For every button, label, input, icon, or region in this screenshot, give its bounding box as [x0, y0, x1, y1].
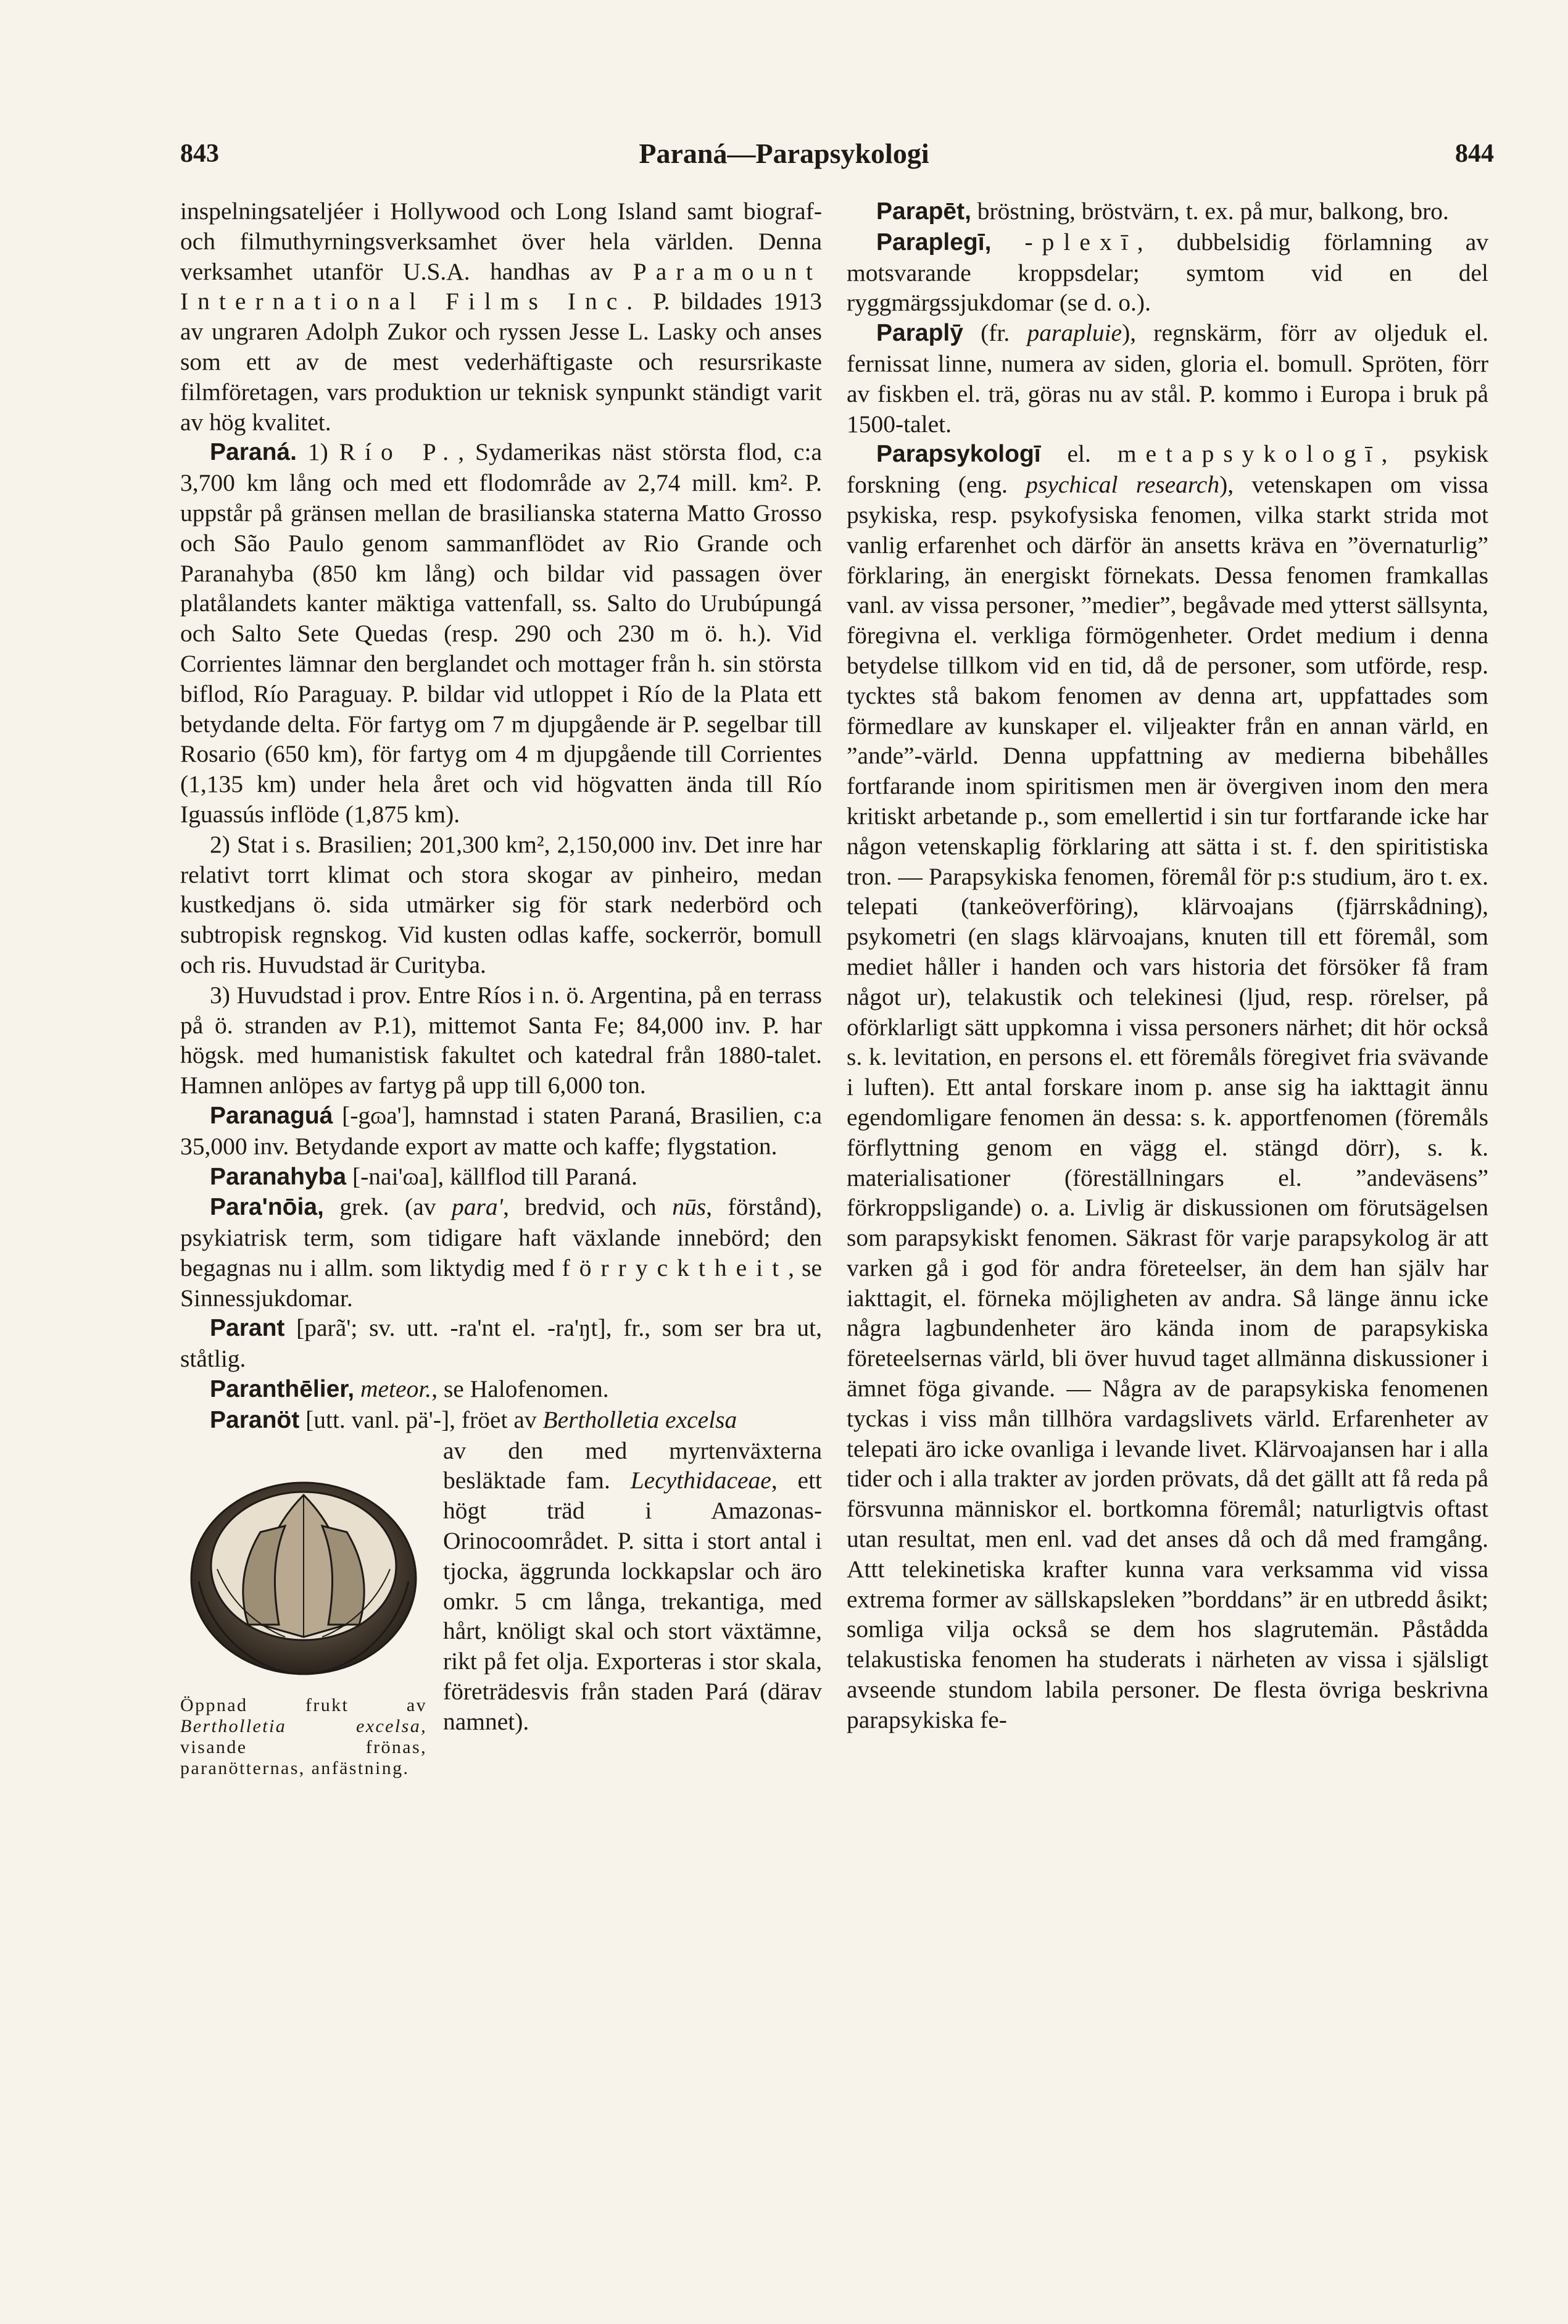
entry-paranthelier: Paranthēlier, meteor., se Halofenomen.	[210, 1375, 609, 1403]
entry-paraplegi: Paraplegī, -plexī, dubbelsidig förlamning av motsvarande kroppsdelar; symtom vid en del ryggmärgssjukdomar (se d. o.).	[847, 228, 1488, 317]
entry-parana-3: 3) Huvudstad i prov. Entre Ríos i n. ö. Argentina, på en terrass på ö. stranden av P.1), mittemot Santa Fe; 84,000 inv. P. har högsk. med humanistisk fakultet och katedral från 1880-talet. Hamnen anlöpes av fartyg på upp till 6,000 ton.	[180, 981, 822, 1099]
headword: Paranaguá	[210, 1102, 333, 1129]
figure-caption: Öppnad frukt av Bertholletia excelsa, visande frönas, paranötternas, anfästning.	[180, 1694, 427, 1778]
headword: Paraná.	[210, 439, 297, 466]
headword: Paranthēlier,	[210, 1376, 355, 1403]
entry-paranot-headline: Paranöt [utt. vanl. pä'-], fröet av Bertholletia excelsa	[210, 1406, 737, 1433]
headword: Paraplȳ	[876, 320, 963, 347]
entry-parapsykologi: Parapsykologī el. metapsykologī, psykisk forskning (eng. psychical research), vetenskapen om vissa psykiska, resp. psykofysiska fenomen, vilka starkt strida mot vanlig erfarenhet och därför än ansetts kräva en ”övernaturlig” förklaring, än energiskt förnekats. Dessa fenomen framkallas vanl. av vissa personer, ”medier”, begåvade med ytterst sällsynta, föregivna el. verkliga förmögenheter. Ordet medium i denna betydelse tillkom vid en tid, då de personer, som utförde, resp. tycktes stå bakom fenomen av denna art, uppfattades som förmedlare av kunskaper el. viljeakter från en annan värld, en ”ande”-värld. Denna uppfattning av medierna bibehålles fortfarande inom spiritismen men är övergiven inom den mera kritiskt arbetande p., som emellertid i sin tur fortfarande icke har någon vetenskaplig förklaring att sätta i st. f. den spiritistiska tron. — Parapsykiska fenomen, föremål för p:s studium, äro t. ex. telepati (tankeöverföring), klärvoajans (fjärrskådning), psykometri (en slags klärvoajans, knuten till ett föremål, som mediet håller i handen och vars historia det försöker få fram något ur), telakustik och telekinesi (ljud, resp. rörelser, på oförklarligt sätt uppkomna i vissa personers närhet; dit hör också s. k. levitation, en persons el. ett föremåls föregivet fria svävande i luften). Ett antal forskare inom p. anse sig ha iakttagit ännu egendomligare fenomen än dessa: s. k. apportfenomen (föremåls förflyttning genom en vägg el. stängd dörr), s. k. materialisationer (föreställningars el. ”andeväsens” förkroppsligande) o. a. Livlig är diskussionen om förutsägelsen som parapsykiskt fenomen. Säkrast för varje parapsykolog är att varken gå i god för andra företeelser, än dem han själv har iakttagit, el. förneka möjligheten av andra. Så länge ännu icke några lagbundenheter äro kända inom de parapsykiska företeelsernas värld, bli över huvud taget allmänna diskussioner i ämnet föga givande. — Några av de parapsykiska fenomenen tyckas i viss mån tillhöra vardagslivets värld. Erfarenheter av telepati äro icke ovanliga i levande livet. Klärvoajansen har i alla tider och i alla trakter av jorden prövats, då det gällt att få reda på försvunna människor el. bortkomna föremål; naturligtvis oftast utan resultat, men enl. vad det anses då och då med framgång. Attt telekinetiska krafter kunna vara verksamma vid vissa extrema former av sällskapsleken ”borddans” är en utbredd åsikt; somliga vilja också se dem hos slagrutemän. Påstådda telakustiska fenomen ha studerats i närheten av vissa i själsligt avseende stundom labila personer. De flesta övriga beskrivna parapsykiska fe-	[847, 440, 1489, 1733]
entry-paranagua: Paranaguá [-gɷa'], hamnstad i staten Paraná, Brasilien, c:a 35,000 inv. Betydande export av matte och kaffe; flygstation.	[180, 1101, 822, 1160]
entry-continuation: inspelningsateljéer i Hollywood och Long Island samt biograf- och filmuthyrningsverksamhet över hela världen. Denna verksamhet utanför U.S.A. handhas av Paramount International Films Inc. P. bildades 1913 av ungraren Adolph Zukor och ryssen Jesse L. Lasky och anses som ett av de mest vederhäftigaste och resursrikaste filmföretagen, vars produktion ur teknisk synpunkt ständigt varit av hög kvalitet.	[180, 198, 822, 436]
entry-parana-2: 2) Stat i s. Brasilien; 201,300 km², 2,150,000 inv. Det inre har relativt torrt klimat och stora skogar av pinheiro, medan kustkedjans ö. sida utmärker sig för stark nederbörd och subtropisk regnskog. Vid kusten odlas kaffe, sockerrör, bomull och ris. Huvudstad är Curityba.	[180, 830, 822, 978]
right-column	[847, 196, 1488, 1735]
entry-paranahyba: Paranahyba [-nai'ɷa], källflod till Paraná.	[210, 1162, 637, 1190]
entry-paranoia: Para'nōia, grek. (av para', bredvid, och nūs, förstånd), psykiatrisk term, som tidigare haft växlande innebörd; den begagnas nu i allm. som liktydig med förrycktheit, se Sinnessjukdomar.	[180, 1193, 823, 1312]
entry-paraply: Paraplȳ (fr. parapluie), regnskärm, förr av oljeduk el. fernissat linne, numera av siden, gloria el. bomull. Spröten, förr av fiskben el. trä, göras nu av stål. P. kommo i Europa i bruk på 1500-talet.	[847, 319, 1488, 438]
entry-paranot-body: av den med myrtenväxterna besläktade fam. Lecythidaceae, ett högt träd i Amazonas-Orinocoområdet. P. sitta i stort antal i tjocka, äggrunda lockkapslar och äro omkr. 5 cm långa, trekantiga, med hårt, knöligt skal och stort växtämne, rikt på fet olja. Exporteras i stor skala, företrädesvis från staden Pará (därav namnet).	[443, 1436, 823, 1735]
page-number-left: 843	[180, 140, 219, 168]
company-name: Paramount International Films Inc.	[180, 257, 822, 315]
left-column	[180, 196, 822, 1779]
running-head: Paraná—Parapsykologi	[639, 138, 929, 169]
headword: Parant	[210, 1315, 285, 1342]
entry-parant: Parant [parã'; sv. utt. -ra'nt el. -ra'ŋt], fr., som ser bra ut, ståtlig.	[180, 1314, 822, 1373]
headword: Paraplegī,	[876, 228, 992, 256]
headword: Paranöt	[210, 1406, 300, 1433]
page-number-right: 844	[1455, 140, 1494, 168]
headword: Para'nōia,	[210, 1194, 324, 1221]
headword: Paranahyba	[210, 1163, 347, 1190]
entry-paranot-block	[180, 1405, 823, 1778]
brazil-nut-fruit-icon	[180, 1439, 427, 1686]
brazil-nut-figure	[180, 1439, 427, 1779]
entry-parapet: Parapēt, bröstning, bröstvärn, t. ex. på mur, balkong, bro.	[876, 198, 1449, 225]
headword: Parapēt,	[876, 198, 971, 225]
entry-parana: Paraná. 1) Río P., Sydamerikas näst största flod, c:a 3,700 km lång och med ett flodområde av 2,74 mill. km². P. uppstår på gränsen mellan de brasilianska staterna Matto Grosso och São Paulo genom sammanflödet av Rio Grande och Paranahyba (850 km lång) och bildar vid passagen över platålandets kanter mäktiga vattenfall, ss. Salto do Urubúpungá och Salto Sete Quedas (resp. 290 och 230 m ö. h.). Vid Corrientes lämnar den berglandet och mottager från h. sin största biflod, Río Paraguay. P. bildar vid utloppet i Río de la Plata ett betydande delta. För fartyg om 7 m djupgående är P. segelbar till Rosario (650 km), för fartyg om 4 m djupgående till Corrientes (1,135 km) under hela året och vid högvatten ända till Río Iguassús inflöde (1,875 km).	[180, 438, 822, 828]
headword: Parapsykologī	[876, 441, 1041, 468]
